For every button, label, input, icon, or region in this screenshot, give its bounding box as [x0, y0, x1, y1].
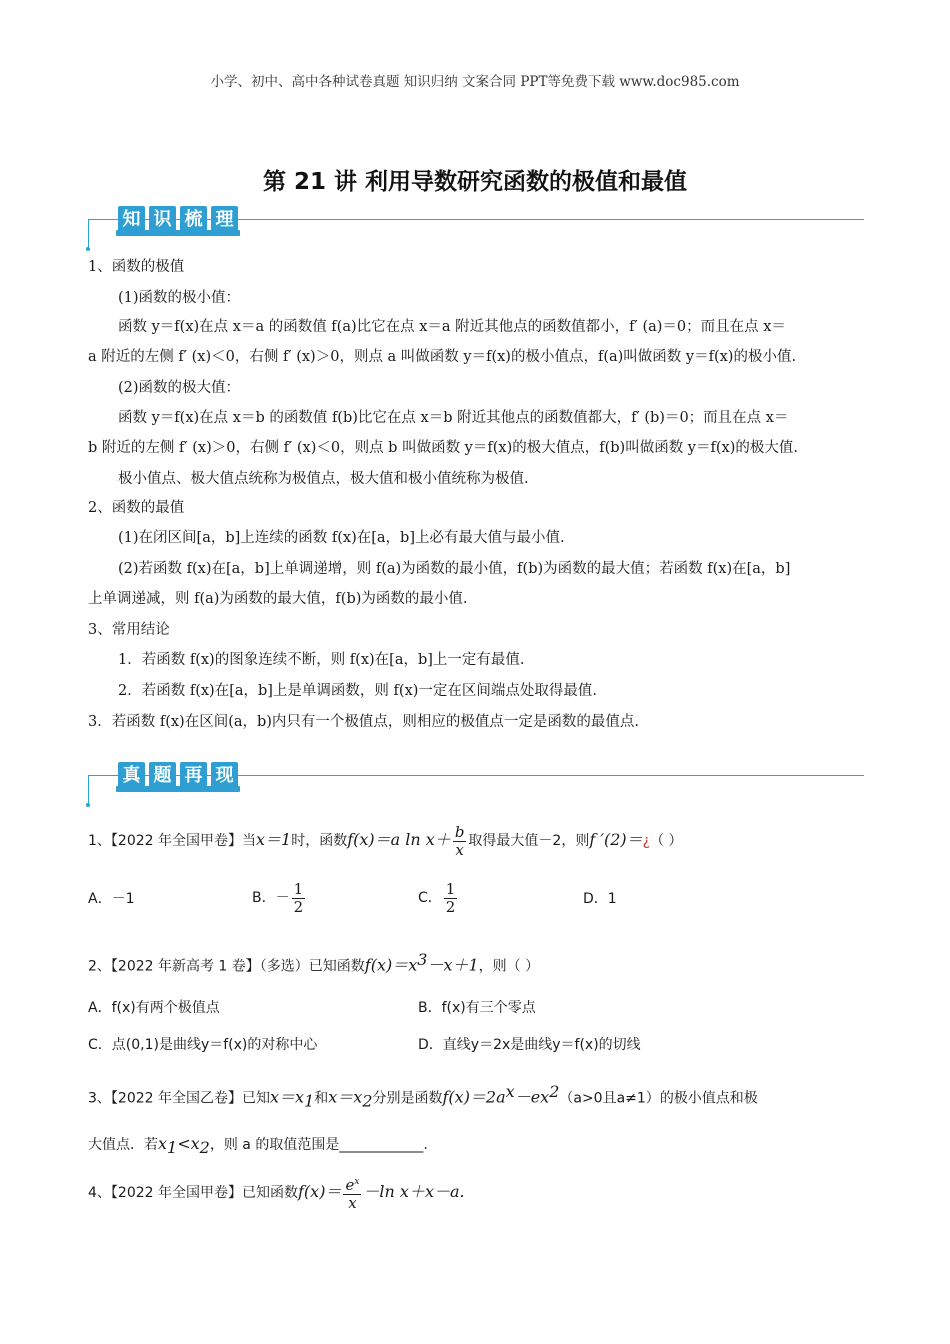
page-title: 第 21 讲 利用导数研究函数的极值和最值 [262, 169, 688, 195]
q4-frac-den: x [348, 1194, 357, 1212]
q1-option-c-label: C． [418, 890, 442, 906]
q3-l2-x: x [158, 1134, 168, 1153]
q3-exp-2: 2 [549, 1082, 560, 1101]
q3-suffix: 的极小值点和极 [659, 1090, 758, 1107]
section-heading: 3、常用结论 [88, 622, 170, 638]
banner-char: 真 [118, 762, 145, 789]
question-3-line-1 [88, 1082, 758, 1111]
q3-sub-2: 2 [362, 1091, 373, 1111]
paragraph-line: 3．若函数 f(x)在区间(a，b)内只有一个极值点，则相应的极值点一定是函数的最值点. [88, 714, 640, 730]
paragraph-line: 2．若函数 f(x)在[a，b]上是单调函数，则 f(x)一定在区间端点处取得最值. [118, 683, 598, 699]
banner-char: 识 [149, 206, 176, 233]
q1-function: f(x)＝a ln x＋ [347, 830, 451, 849]
paragraph-line: b 附近的左侧 f′ (x)＞0，右侧 f′ (x)＜0，则点 b 叫做函数 y＝f(x)的极大值点，f(b)叫做函数 y＝f(x)的极大值. [88, 440, 798, 456]
q1-prefix: 1、【2022 年全国甲卷】当 [88, 833, 256, 849]
q2-function: f(x)＝x [364, 955, 418, 975]
q3-condition: （a>0且a≠1） [559, 1090, 660, 1107]
q3-l2-prefix: 大值点．若 [88, 1137, 158, 1153]
paragraph-line: (2)若函数 f(x)在[a，b]上单调递增，则 f(a)为函数的最小值，f(b)为函数的最大值；若函数 f(x)在[a，b] [118, 561, 791, 577]
q4-rest: －ln x＋x－a. [363, 1182, 465, 1201]
q1-ask: f ′(2)＝ [589, 830, 643, 849]
paragraph-line: 1．若函数 f(x)的图象连续不断，则 f(x)在[a，b]上一定有最值. [118, 652, 525, 668]
q3-exp-1: x [505, 1082, 515, 1101]
q1-option-d: D．1 [583, 891, 617, 907]
q1-option-b-fraction [292, 881, 306, 916]
q2-function-rest: －x＋1 [427, 955, 479, 975]
q2-option-a: A．f(x)有两个极值点 [88, 1000, 220, 1016]
q2-prefix: 2、【2022 年新高考 1 卷】（多选）已知函数 [88, 958, 365, 975]
q3-function-rest: －ex [514, 1087, 550, 1107]
page-header: 小学、初中、高中各种试卷真题 知识归纳 文案合同 PPT等免费下载 www.doc985.com [210, 74, 740, 90]
q1-option-b-label: B．－ [252, 890, 290, 906]
paragraph-line: a 附近的左侧 f′ (x)＜0，右侧 f′ (x)＞0，则点 a 叫做函数 y＝f(x)的极小值点，f(a)叫做函数 y＝f(x)的极小值. [88, 349, 797, 365]
banner-vertical-line [88, 219, 89, 249]
paragraph-line: 函数 y＝f(x)在点 x＝a 的函数值 f(a)比它在点 x＝a 附近其他点的函数值都小，f′ (a)＝0；而且在点 x＝ [118, 319, 786, 335]
question-4 [88, 1174, 465, 1212]
question-2 [88, 950, 539, 977]
q4-frac-num-exp: x [354, 1177, 360, 1187]
q1-option-c-num: 1 [445, 879, 456, 898]
q3-sub-1: 1 [304, 1091, 315, 1111]
q1-option-c-den: 2 [445, 897, 456, 916]
subsection-title: (1)函数的极小值： [118, 290, 241, 306]
paragraph-line: 极小值点、极大值点统称为极值点，极大值和极小值统称为极值. [118, 471, 529, 487]
paragraph-line: 上单调递减，则 f(a)为函数的最大值，f(b)为函数的最小值. [88, 591, 468, 607]
banner-char: 梳 [180, 206, 207, 233]
banner-char: 知 [118, 206, 145, 233]
banner-char: 题 [149, 762, 176, 789]
q1-frac-num: b [454, 822, 465, 841]
q2-option-b: B．f(x)有三个零点 [418, 1000, 536, 1016]
q2-option-c: C．点(0,1)是曲线y＝f(x)的对称中心 [88, 1037, 318, 1053]
q1-mid: 时，函数 [291, 833, 348, 849]
q3-l2-lt: <x [177, 1134, 200, 1153]
q1-frac-den: x [455, 840, 464, 859]
q4-frac-num-base: e [345, 1176, 355, 1194]
q1-odd-char: ¿ [642, 833, 651, 849]
subsection-title: (2)函数的极大值： [118, 380, 241, 396]
q3-x2-eq: x＝x [328, 1087, 363, 1107]
q2-suffix: ，则（ ） [478, 958, 540, 975]
paragraph-line: (1)在闭区间[a，b]上连续的函数 f(x)在[a，b]上必有最大值与最小值. [118, 530, 565, 546]
banner-char: 再 [180, 762, 207, 789]
q4-fraction [343, 1174, 361, 1212]
q1-option-c-fraction [444, 881, 458, 916]
banner-vertical-line [88, 775, 89, 805]
q2-exponent: 3 [417, 950, 428, 969]
q1-condition: x＝1 [256, 830, 292, 849]
q3-prefix: 3、【2022 年全国乙卷】已知 [88, 1090, 270, 1107]
q2-option-d: D．直线y＝2x是曲线y＝f(x)的切线 [418, 1037, 641, 1053]
question-1 [88, 822, 683, 859]
q3-function: f(x)＝2a [442, 1087, 506, 1107]
q4-function: f(x)＝ [298, 1182, 342, 1201]
banner-char: 现 [211, 762, 238, 789]
q3-mid: 分别是函数 [372, 1090, 443, 1107]
banner-dot [86, 247, 90, 251]
q4-frac-num [343, 1174, 361, 1195]
q3-l2-sub-2: 2 [199, 1137, 210, 1157]
q1-fraction [453, 824, 467, 859]
q3-l2-sub-1: 1 [167, 1137, 178, 1157]
q1-blank: （ ） [650, 833, 683, 849]
banner-char: 理 [211, 206, 238, 233]
q1-suffix: 取得最大值－2，则 [468, 833, 590, 849]
q1-option-b [252, 878, 307, 918]
q3-x1-eq: x＝x [270, 1087, 305, 1107]
paragraph-line: 函数 y＝f(x)在点 x＝b 的函数值 f(b)比它在点 x＝b 附近其他点的函数值都大，f′ (b)＝0；而且在点 x＝ [118, 410, 789, 426]
q1-option-c [418, 878, 459, 918]
section-heading: 1、函数的极值 [88, 259, 185, 275]
q3-and: 和 [314, 1090, 329, 1107]
q3-l2-suffix: ，则 a 的取值范围是____________. [209, 1137, 428, 1153]
q1-option-b-num: 1 [293, 879, 304, 898]
question-3-line-2 [88, 1134, 428, 1158]
banner-dot [86, 803, 90, 807]
q1-option-b-den: 2 [293, 897, 304, 916]
q1-option-a: A．－1 [88, 891, 135, 907]
section-heading: 2、函数的最值 [88, 500, 185, 516]
q4-prefix: 4、【2022 年全国甲卷】已知函数 [88, 1185, 298, 1201]
